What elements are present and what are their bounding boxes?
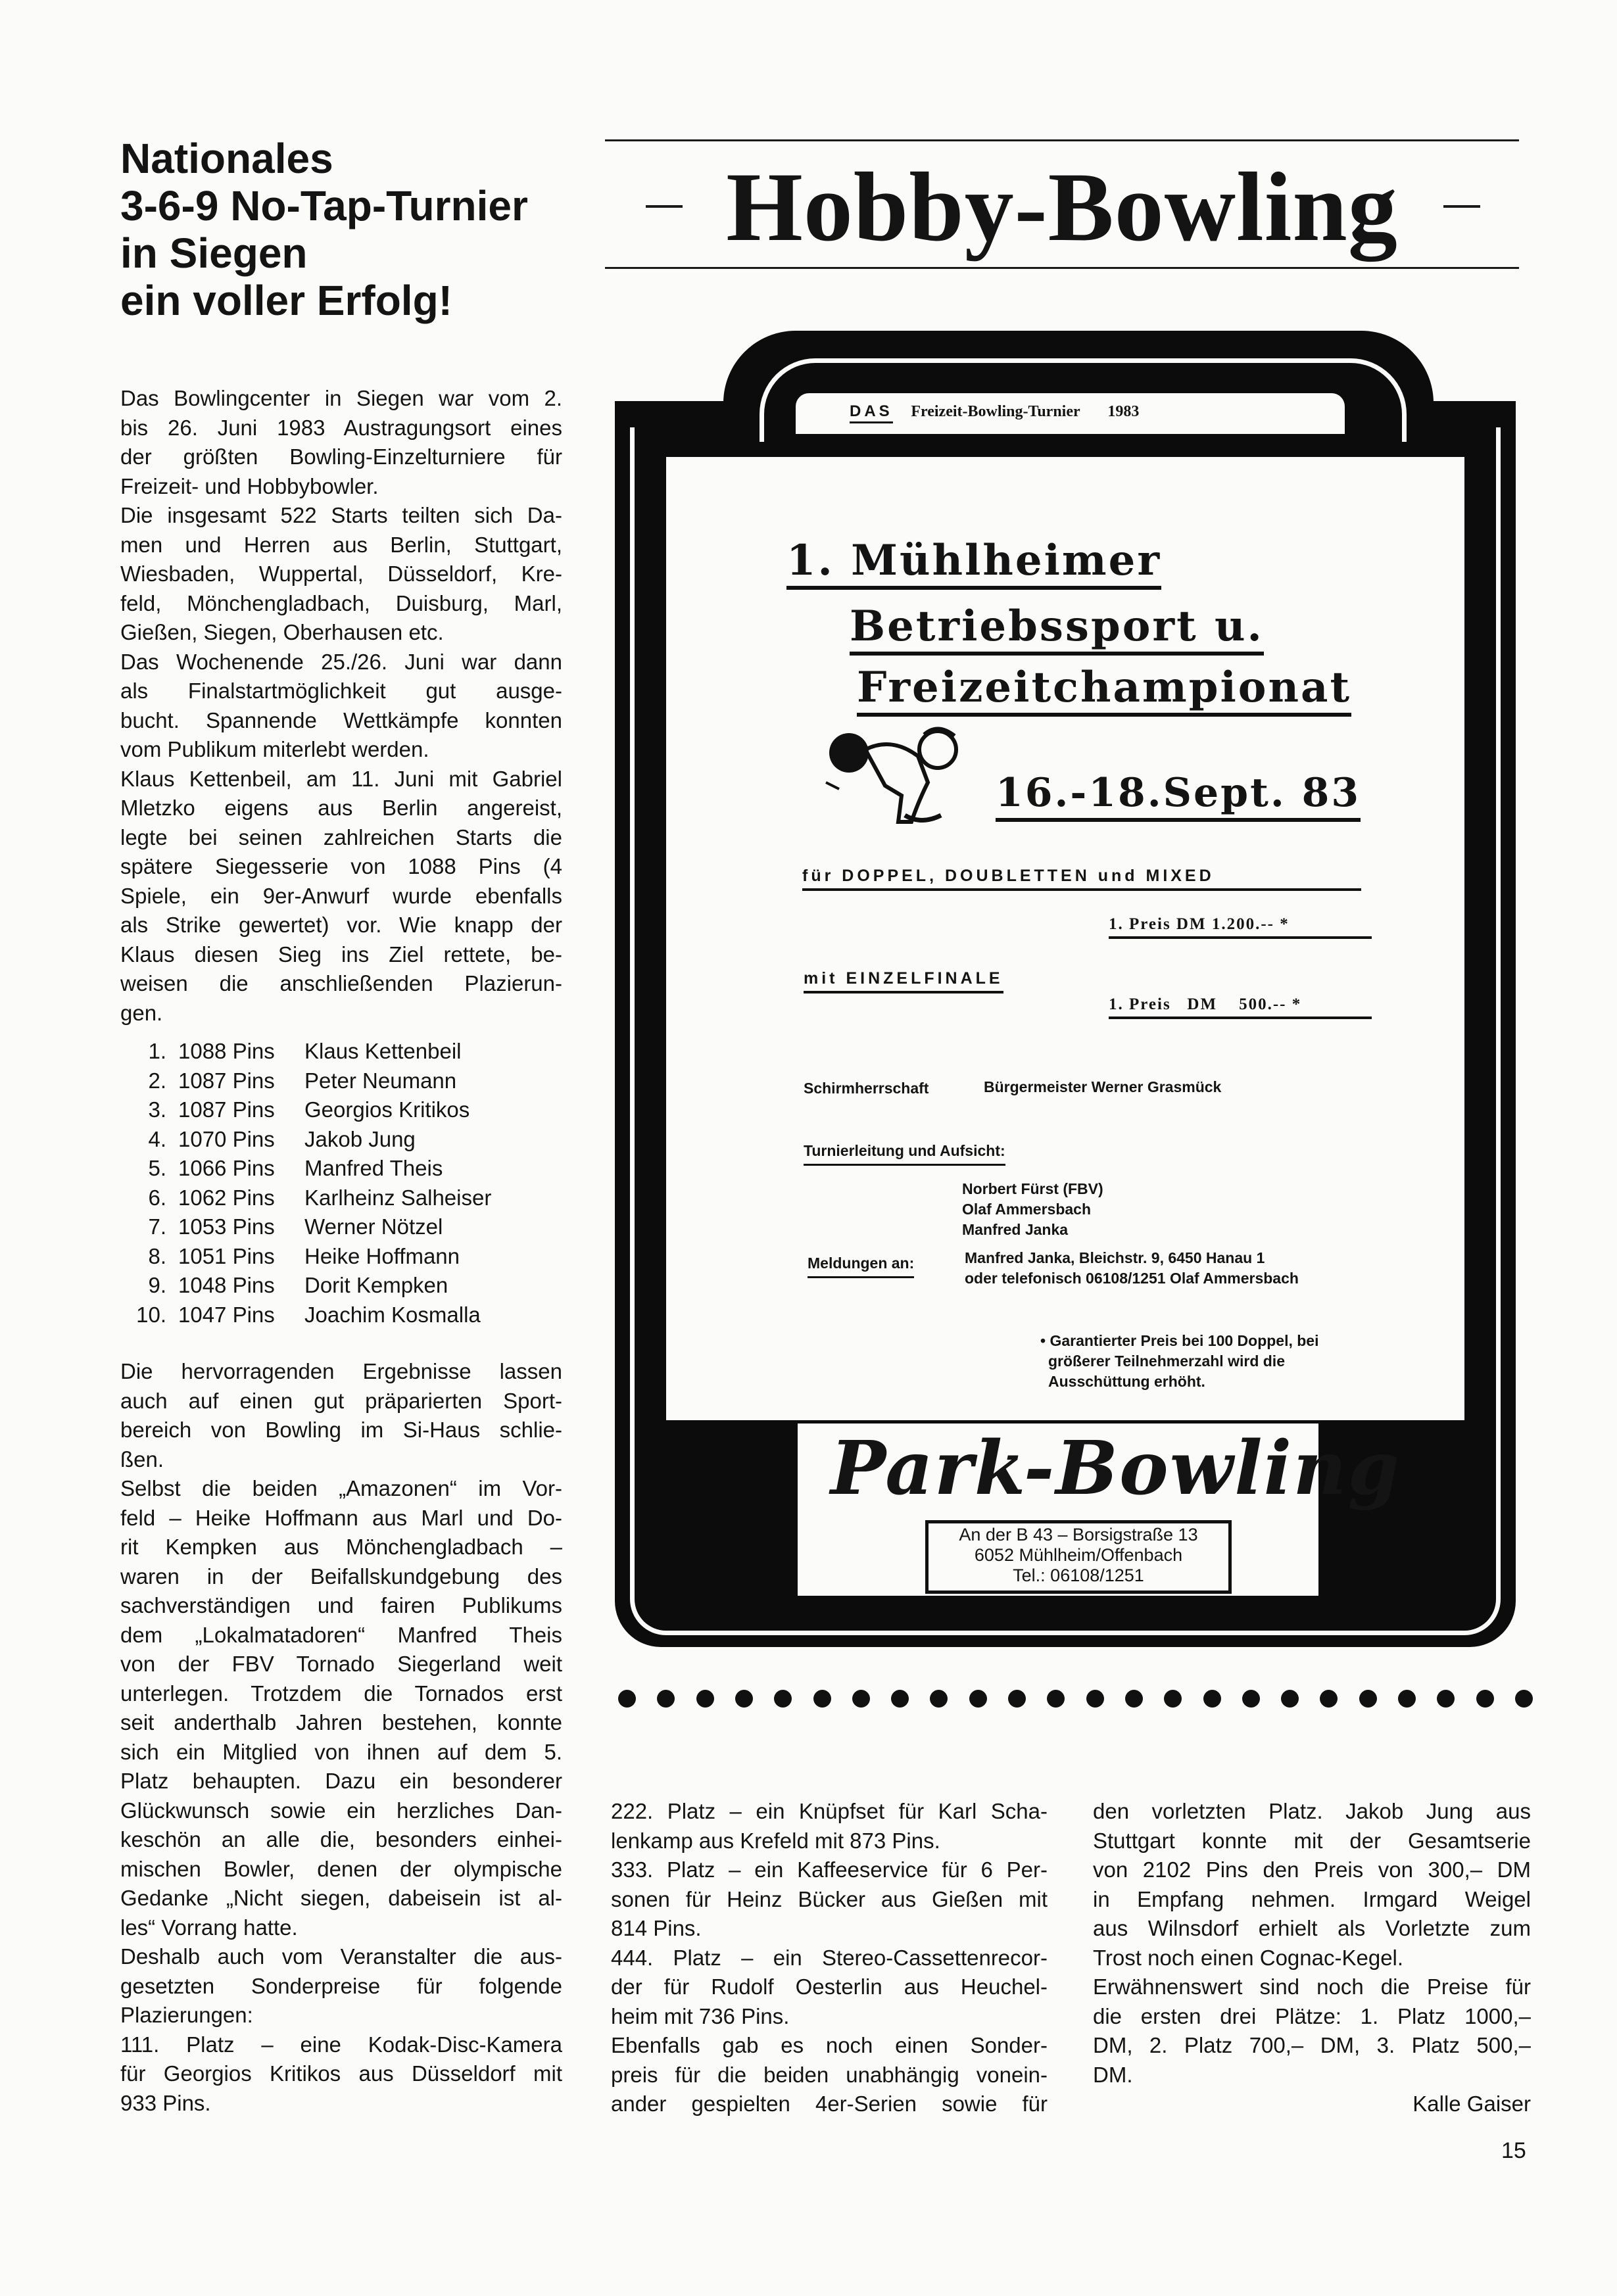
separator-dot bbox=[1515, 1690, 1533, 1708]
ad-dates: 16.-18.Sept. 83 bbox=[996, 768, 1361, 822]
text-line: Stuttgart konnte mit der Gesamtserie bbox=[1093, 1828, 1531, 1853]
article-column-middle bbox=[611, 1797, 1048, 2119]
text-line: feld – Heike Hoffmann aus Marl und Do- bbox=[120, 1505, 562, 1530]
text-line: von der FBV Tornado Siegerland weit bbox=[120, 1652, 562, 1676]
text-line: Freizeit- und Hobbybowler. bbox=[120, 473, 379, 498]
ad-note: • Garantierter Preis bei 100 Doppel, bei größerer Teilnehmerzahl wird die Ausschüttung erhöht. bbox=[1040, 1332, 1319, 1390]
ad-headline: 1. Mühlheimer bbox=[786, 536, 1161, 590]
ranking-name: Jakob Jung bbox=[304, 1126, 416, 1151]
ranking-pins: 1047 Pins bbox=[178, 1302, 275, 1327]
text-line: rit Kempken aus Mönchengladbach – bbox=[120, 1535, 562, 1559]
text-line: Das Wochenende 25./26. Juni war dann bbox=[120, 649, 562, 674]
text-line: Das Bowlingcenter in Siegen war vom 2. bbox=[120, 386, 562, 410]
paragraph bbox=[120, 648, 562, 765]
text-line: legte bei seinen zahlreichen Starts die bbox=[120, 825, 562, 849]
separator-dot bbox=[657, 1690, 675, 1708]
paragraph bbox=[1093, 1973, 1531, 2090]
text-line: 444. Platz – ein Stereo-Cassettenrecor- bbox=[611, 1945, 1048, 1970]
text-line: feld, Mönchengladbach, Duisburg, Marl, bbox=[120, 590, 562, 615]
separator-dot bbox=[891, 1690, 909, 1708]
ranking-row bbox=[120, 1271, 562, 1301]
text-line: 222. Platz – ein Knüpfset für Karl Scha- bbox=[611, 1799, 1048, 1823]
ranking-rank: 4. bbox=[148, 1126, 166, 1151]
text-line: Die insgesamt 522 Starts teilten sich Da- bbox=[120, 503, 562, 527]
ranking-pins: 1051 Pins bbox=[178, 1243, 275, 1268]
ad-prize-single: 1. Preis DM 500.-- * bbox=[1109, 995, 1372, 1019]
text-line: 933 Pins. bbox=[120, 2090, 211, 2115]
text-line: als Finalstartmöglichkeit gut ausge- bbox=[120, 679, 562, 703]
text-line: 814 Pins. bbox=[611, 1916, 702, 1940]
text-line: den vorletzten Platz. Jakob Jung aus bbox=[1093, 1799, 1531, 1823]
text-line: dem „Lokalmatadoren“ Manfred Theis bbox=[120, 1622, 562, 1647]
text-line: der größten Bowling-Einzelturniere für bbox=[120, 444, 562, 469]
separator-dot bbox=[1281, 1690, 1299, 1708]
text-line: Klaus Kettenbeil, am 11. Juni mit Gabriel bbox=[120, 766, 562, 791]
text-line: Wiesbaden, Wuppertal, Düsseldorf, Kre- bbox=[120, 562, 562, 586]
bowler-icon bbox=[813, 723, 971, 832]
text-line: Selbst die beiden „Amazonen“ im Vor- bbox=[120, 1476, 562, 1500]
ranking-rank: 10. bbox=[136, 1302, 166, 1327]
text-line: in Empfang nehmen. Irmgard Weigel bbox=[1093, 1886, 1531, 1911]
ranking-pins: 1087 Pins bbox=[178, 1068, 275, 1093]
text-line: Platz behaupten. Dazu ein besonderer bbox=[120, 1769, 562, 1793]
ranking-name: Karlheinz Salheiser bbox=[304, 1185, 492, 1210]
separator-dot bbox=[774, 1690, 792, 1708]
ranking-row bbox=[120, 1242, 562, 1272]
separator-dot bbox=[1047, 1690, 1065, 1708]
text-line: von 2102 Pins den Preis von 300,– DM bbox=[1093, 1857, 1531, 1882]
separator-dot bbox=[1242, 1690, 1260, 1708]
ranking-row bbox=[120, 1212, 562, 1242]
separator-dot bbox=[618, 1690, 636, 1708]
text-line: weisen die anschließenden Plazierun- bbox=[120, 971, 562, 995]
ad-patron-label: Schirmherrschaft bbox=[804, 1080, 929, 1097]
paragraph bbox=[120, 501, 562, 648]
text-line: der für Rudolf Oesterlin aus Heuchel- bbox=[611, 1974, 1048, 1999]
ranking-pins: 1087 Pins bbox=[178, 1097, 275, 1122]
text-line: unterlegen. Trotzdem die Tornados erst bbox=[120, 1681, 562, 1706]
page-number: 15 bbox=[1501, 2138, 1526, 2163]
separator-dot bbox=[969, 1690, 987, 1708]
text-line: aus Wilnsdorf erhielt als Vorletzte zum bbox=[1093, 1916, 1531, 1940]
text-line: DM. bbox=[1093, 2062, 1133, 2087]
separator-dot bbox=[1359, 1690, 1377, 1708]
separator-dot bbox=[1203, 1690, 1221, 1708]
text-line: 111. Platz – eine Kodak-Disc-Kamera bbox=[120, 2032, 562, 2057]
ranking-name: Manfred Theis bbox=[304, 1156, 443, 1180]
ranking-row bbox=[120, 1095, 562, 1125]
section-header: Hobby-Bowling bbox=[726, 153, 1398, 262]
article-column-left-bottom bbox=[120, 1357, 562, 2118]
text-line: Klaus diesen Sieg ins Ziel rettete, be- bbox=[120, 942, 562, 967]
text-line: ander gespielten 4er-Serien sowie für bbox=[611, 2092, 1048, 2116]
paragraph bbox=[120, 2030, 562, 2118]
separator-dot bbox=[1125, 1690, 1143, 1708]
ranking-rank: 3. bbox=[148, 1097, 166, 1122]
text-line: sich ein Mitglied von ihnen auf dem 5. bbox=[120, 1739, 562, 1764]
ad-categories: für DOPPEL, DOUBLETTEN und MIXED bbox=[802, 867, 1361, 891]
paragraph bbox=[120, 1942, 562, 2030]
text-line: für Georgios Kritikos aus Düsseldorf mit bbox=[120, 2061, 562, 2086]
ranking-row bbox=[120, 1066, 562, 1096]
text-line: Spiele, ein 9er-Anwurf wurde ebenfalls bbox=[120, 883, 562, 908]
text-line: keschön an alle die, besonders einhei- bbox=[120, 1827, 562, 1852]
paragraph bbox=[120, 1474, 562, 1942]
ranking-row bbox=[120, 1154, 562, 1184]
title-line: in Siegen bbox=[120, 229, 308, 277]
ranking-pins: 1066 Pins bbox=[178, 1156, 275, 1180]
separator-dot bbox=[1437, 1690, 1455, 1708]
text-line: heim mit 736 Pins. bbox=[611, 2003, 790, 2028]
separator-dot bbox=[1476, 1690, 1494, 1708]
ranking-rank: 1. bbox=[148, 1039, 166, 1063]
ad-entries-label: Meldungen an: bbox=[808, 1253, 914, 1278]
paragraph bbox=[611, 2031, 1048, 2119]
ranking-pins: 1070 Pins bbox=[178, 1126, 275, 1151]
ad-final-label: mit EINZELFINALE bbox=[804, 969, 1003, 993]
ranking-list bbox=[120, 1037, 562, 1329]
ad-address: An der B 43 – Borsigstraße 13 6052 Mühlheim/Offenbach Tel.: 06108/1251 bbox=[925, 1520, 1232, 1594]
ranking-name: Dorit Kempken bbox=[304, 1273, 448, 1297]
ranking-rank: 8. bbox=[148, 1243, 166, 1268]
ranking-name: Joachim Kosmalla bbox=[304, 1302, 481, 1327]
title-line: ein voller Erfolg! bbox=[120, 277, 452, 324]
text-line: Mletzko eigens aus Berlin angereist, bbox=[120, 796, 562, 820]
title-line: Nationales bbox=[120, 135, 333, 182]
separator-dot bbox=[813, 1690, 831, 1708]
paragraph bbox=[611, 1797, 1048, 1855]
ranking-name: Werner Nötzel bbox=[304, 1214, 443, 1239]
text-line: men und Herren aus Berlin, Stuttgart, bbox=[120, 532, 562, 557]
text-line: Erwähnenswert sind noch die Preise für bbox=[1093, 1974, 1531, 1999]
ranking-row bbox=[120, 1037, 562, 1066]
separator-dot bbox=[1164, 1690, 1182, 1708]
ranking-pins: 1053 Pins bbox=[178, 1214, 275, 1239]
ranking-rank: 9. bbox=[148, 1273, 166, 1297]
ad-organizers: Norbert Fürst (FBV) Olaf Ammersbach Manfred Janka bbox=[962, 1180, 1103, 1238]
text-line: bis 26. Juni 1983 Austragungsort eines bbox=[120, 415, 562, 440]
text-line: Trost noch einen Cognac-Kegel. bbox=[1093, 1945, 1404, 1970]
text-line: sonen für Heinz Bücker aus Gießen mit bbox=[611, 1886, 1048, 1911]
text-line: seit anderthalb Jahren bestehen, konnte bbox=[120, 1710, 562, 1734]
title-line: 3-6-9 No-Tap-Turnier bbox=[120, 182, 528, 229]
text-line: Die hervorragenden Ergebnisse lassen bbox=[120, 1359, 562, 1383]
ranking-name: Peter Neumann bbox=[304, 1068, 457, 1093]
text-line: Plazierungen: bbox=[120, 2003, 253, 2027]
paragraph bbox=[611, 1855, 1048, 1944]
text-line: bucht. Spannende Wettkämpfe konnten bbox=[120, 707, 562, 732]
ad-headline: Betriebssport u. bbox=[850, 602, 1264, 656]
ranking-name: Heike Hoffmann bbox=[304, 1243, 460, 1268]
text-line: vom Publikum miterlebt werden. bbox=[120, 737, 429, 761]
text-line: Glückwunsch sowie ein herzliches Dan- bbox=[120, 1798, 562, 1823]
paragraph bbox=[120, 384, 562, 501]
separator-dot bbox=[1398, 1690, 1416, 1708]
ad-tab-heading: DAS Freizeit-Bowling-Turnier 1983 bbox=[850, 402, 1139, 421]
text-line: DM, 2. Platz 700,– DM, 3. Platz 500,– bbox=[1093, 2033, 1531, 2057]
ranking-rank: 7. bbox=[148, 1214, 166, 1239]
text-line: Gedanke „Nicht siegen, dabeisein ist al- bbox=[120, 1886, 562, 1910]
text-line: Ebenfalls gab es noch einen Sonder- bbox=[611, 2033, 1048, 2057]
ranking-rank: 6. bbox=[148, 1185, 166, 1210]
ad-entries: Manfred Janka, Bleichstr. 9, 6450 Hanau 1 oder telefonisch 06108/1251 Olaf Ammersbach bbox=[965, 1249, 1299, 1287]
ranking-pins: 1088 Pins bbox=[178, 1039, 275, 1063]
separator-dot bbox=[930, 1690, 948, 1708]
text-line: mischen Bowler, denen der olympische bbox=[120, 1856, 562, 1881]
text-line: Gießen, Siegen, Oberhausen etc. bbox=[120, 620, 444, 644]
ranking-rank: 2. bbox=[148, 1068, 166, 1093]
header-dash-right bbox=[1443, 205, 1480, 208]
text-line: als Strike gewertet) vor. Wie knapp der bbox=[120, 913, 562, 937]
article-title bbox=[120, 135, 528, 324]
ranking-row bbox=[120, 1301, 562, 1330]
text-line: gen. bbox=[120, 1000, 163, 1025]
ranking-name: Georgios Kritikos bbox=[304, 1097, 470, 1122]
text-line: bereich von Bowling im Si-Haus schlie- bbox=[120, 1418, 562, 1442]
paragraph bbox=[120, 765, 562, 1028]
separator-dot bbox=[1320, 1690, 1338, 1708]
ranking-pins: 1062 Pins bbox=[178, 1185, 275, 1210]
text-line: gesetzten Sonderpreise für folgende bbox=[120, 1973, 562, 1998]
text-line: ßen. bbox=[120, 1447, 164, 1471]
separator-dot bbox=[696, 1690, 714, 1708]
separator-dot bbox=[852, 1690, 870, 1708]
park-bowling-logo: Park-Bowling bbox=[831, 1425, 1401, 1512]
ranking-row bbox=[120, 1125, 562, 1155]
ad-organizers-label: Turnierleitung und Aufsicht: bbox=[804, 1141, 1005, 1166]
paragraph bbox=[611, 1944, 1048, 2032]
ad-prize-doubles: 1. Preis DM 1.200.-- * bbox=[1109, 915, 1372, 939]
ranking-row bbox=[120, 1184, 562, 1213]
text-line: waren in der Beifallskundgebung des bbox=[120, 1564, 562, 1589]
text-line: Deshalb auch vom Veranstalter die aus- bbox=[120, 1944, 562, 1969]
separator-dot bbox=[735, 1690, 753, 1708]
header-rule-bottom bbox=[605, 267, 1519, 269]
paragraph bbox=[1093, 1797, 1531, 1973]
ad-patron: Bürgermeister Werner Grasmück bbox=[984, 1078, 1222, 1095]
paragraph bbox=[120, 1357, 562, 1474]
author: Kalle Gaiser bbox=[1412, 2092, 1531, 2116]
header-rule-top bbox=[605, 139, 1519, 141]
separator-dot bbox=[1008, 1690, 1026, 1708]
ranking-name: Klaus Kettenbeil bbox=[304, 1039, 462, 1063]
separator-dot bbox=[1086, 1690, 1104, 1708]
text-line: les“ Vorrang hatte. bbox=[120, 1915, 298, 1940]
text-line: 333. Platz – ein Kaffeeservice für 6 Per- bbox=[611, 1857, 1048, 1882]
ranking-pins: 1048 Pins bbox=[178, 1273, 275, 1297]
ad-headline: Freizeitchampionat bbox=[857, 663, 1351, 717]
text-line: auch auf einen gut präparierten Sport- bbox=[120, 1388, 562, 1413]
ranking-rank: 5. bbox=[148, 1156, 166, 1180]
article-column-right bbox=[1093, 1797, 1531, 2119]
text-line: die ersten drei Plätze: 1. Platz 1000,– bbox=[1093, 2003, 1531, 2028]
text-line: lenkamp aus Krefeld mit 873 Pins. bbox=[611, 1828, 940, 1853]
article-column-left-top bbox=[120, 384, 562, 1028]
text-line: sachverständigen und fairen Publikums bbox=[120, 1593, 562, 1617]
text-line: spätere Siegesserie von 1088 Pins (4 bbox=[120, 854, 562, 878]
text-line: preis für die beiden unabhängig vonein- bbox=[611, 2062, 1048, 2087]
